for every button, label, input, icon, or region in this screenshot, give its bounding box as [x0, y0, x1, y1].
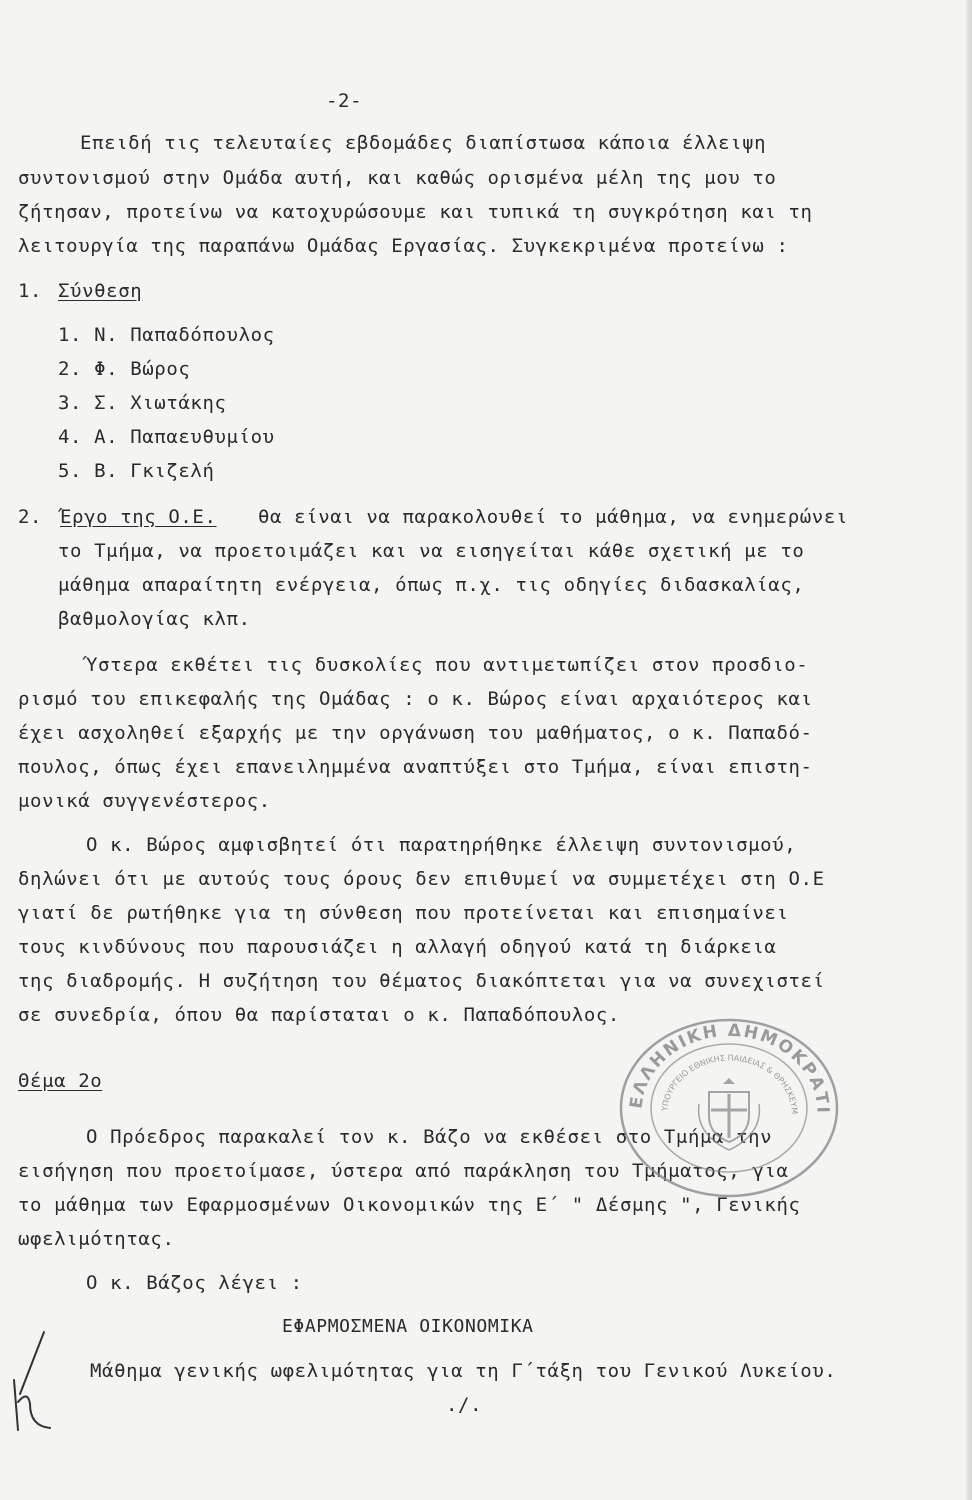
speaker-line: Ο κ. Βάζος λέγει : [86, 1272, 303, 1294]
page-number: -2- [326, 90, 363, 112]
handwritten-signature [4, 1330, 56, 1440]
paragraph-3-line-6: σε συνεδρία, όπου θα παρίσταται ο κ. Παπαδόπουλος. [18, 1004, 620, 1026]
paragraph-3-line-5: της διαδρομής. Η συζήτηση του θέματος διακόπτεται για να συνεχιστεί [18, 970, 825, 992]
section-1-number: 1. [18, 280, 43, 302]
stamp-inner-text: ΥΠΟΥΡΓΕΙΟ ΕΘΝΙΚΗΣ ΠΑΙΔΕΙΑΣ & ΘΡΗΣΚΕΥΜ [660, 1053, 800, 1115]
paragraph-1-line-4: λειτουργία της παραπάνω Ομάδας Εργασίας. Συγκεκριμένα προτείνω : [18, 235, 789, 257]
member-1: 1. Ν. Παπαδόπουλος [58, 324, 275, 346]
topic-2-heading: Θέμα 2ο [18, 1070, 103, 1092]
section-2-line-2: το Τμήμα, να προετοιμάζει και να εισηγείται κάθε σχετική με το [58, 540, 805, 562]
section-2-title: Έργο της Ο.Ε. [60, 506, 217, 528]
member-5: 5. Β. Γκιζελή [58, 460, 215, 482]
paragraph-3-line-2: δηλώνει ότι με αυτούς τους όρους δεν επιθυμεί να συμμετέχει στη Ο.Ε [18, 868, 825, 890]
paragraph-1-line-3: ζήτησαν, προτείνω να κατοχυρώσουμε και τυπικά τη συγκρότηση και τη [18, 201, 813, 223]
section-2-number: 2. [18, 506, 43, 528]
paragraph-2-line-3: έχει ασχοληθεί εξαρχής με την οργάνωση του μαθήματος, ο κ. Παπαδό- [18, 722, 813, 744]
member-4: 4. Α. Παπαευθυμίου [58, 426, 275, 448]
topic-2-line-2: εισήγηση που προετοίμασε, ύστερα από παράκληση του Τμήματος, για [18, 1160, 789, 1182]
paragraph-3-line-3: γιατί δε ρωτήθηκε για τη σύνθεση που προτείνεται και επισημαίνει [18, 902, 789, 924]
section-2-line-1-rest: θα είναι να παρακολουθεί το μάθημα, να ενημερώνει [258, 506, 848, 528]
paragraph-1-line-1: Επειδή τις τελευταίες εβδομάδες διαπίστωσα κάποια έλλειψη [80, 132, 767, 154]
topic-2-line-1: Ο Πρόεδρος παρακαλεί τον κ. Βάζο να εκθέσει στο Τμήμα την [86, 1126, 773, 1148]
greek-coat-of-arms-icon [699, 1078, 760, 1150]
stamp-graphic [612, 1010, 847, 1200]
paragraph-3-line-4: τους κινδύνους που παρουσιάζει η αλλαγή οδηγού κατά τη διάρκεια [18, 936, 777, 958]
paragraph-2-line-5: μονικά συγγενέστερος. [18, 790, 271, 812]
paragraph-2-line-1: Ύστερα εκθέτει τις δυσκολίες που αντιμετωπίζει στον προσδιο- [86, 654, 809, 676]
stamp-outer-text: ΕΛΛΗΝΙΚΗ ΔΗΜΟΚΡΑΤΙ [626, 1020, 833, 1116]
paragraph-2-line-4: πουλος, όπως έχει επανειλημμένα αναπτύξει στο Τμήμα, είναι επιστη- [18, 756, 813, 778]
paragraph-3-line-1: Ο κ. Βώρος αμφισβητεί ότι παρατηρήθηκε έλλειψη συντονισμού, [86, 834, 797, 856]
section-2-line-4: βαθμολογίας κλπ. [58, 608, 251, 630]
subject-title: ΕΦΑΡΜΟΣΜΕΝΑ ΟΙΚΟΝΟΜΙΚΑ [282, 1316, 534, 1337]
paragraph-2-line-2: ρισμό του επικεφαλής της Ομάδας : ο κ. Βώρος είναι αρχαιότερος και [18, 688, 813, 710]
member-2: 2. Φ. Βώρος [58, 358, 191, 380]
section-2-line-3: μάθημα απαραίτητη ενέργεια, όπως π.χ. τις οδηγίες διδασκαλίας, [58, 574, 805, 596]
section-1-title: Σύνθεση [58, 280, 143, 302]
topic-2-line-3: το μάθημα των Εφαρμοσμένων Οικονομικών της Ε΄ " Δέσμης ", Γενικής [18, 1194, 801, 1216]
topic-2-line-4: ωφελιμότητας. [18, 1228, 175, 1250]
member-3: 3. Σ. Χιωτάκης [58, 392, 227, 414]
paragraph-1-line-2: συντονισμού στην Ομάδα αυτή, και καθώς ορισμένα μέλη της μου το [18, 167, 777, 189]
official-stamp [612, 1010, 847, 1200]
continuation-mark: ./. [446, 1394, 483, 1416]
subject-subtitle: Μάθημα γενικής ωφελιμότητας για τη Γ΄τάξη του Γενικού Λυκείου. [90, 1360, 837, 1382]
page-edge-shadow [966, 0, 972, 1500]
